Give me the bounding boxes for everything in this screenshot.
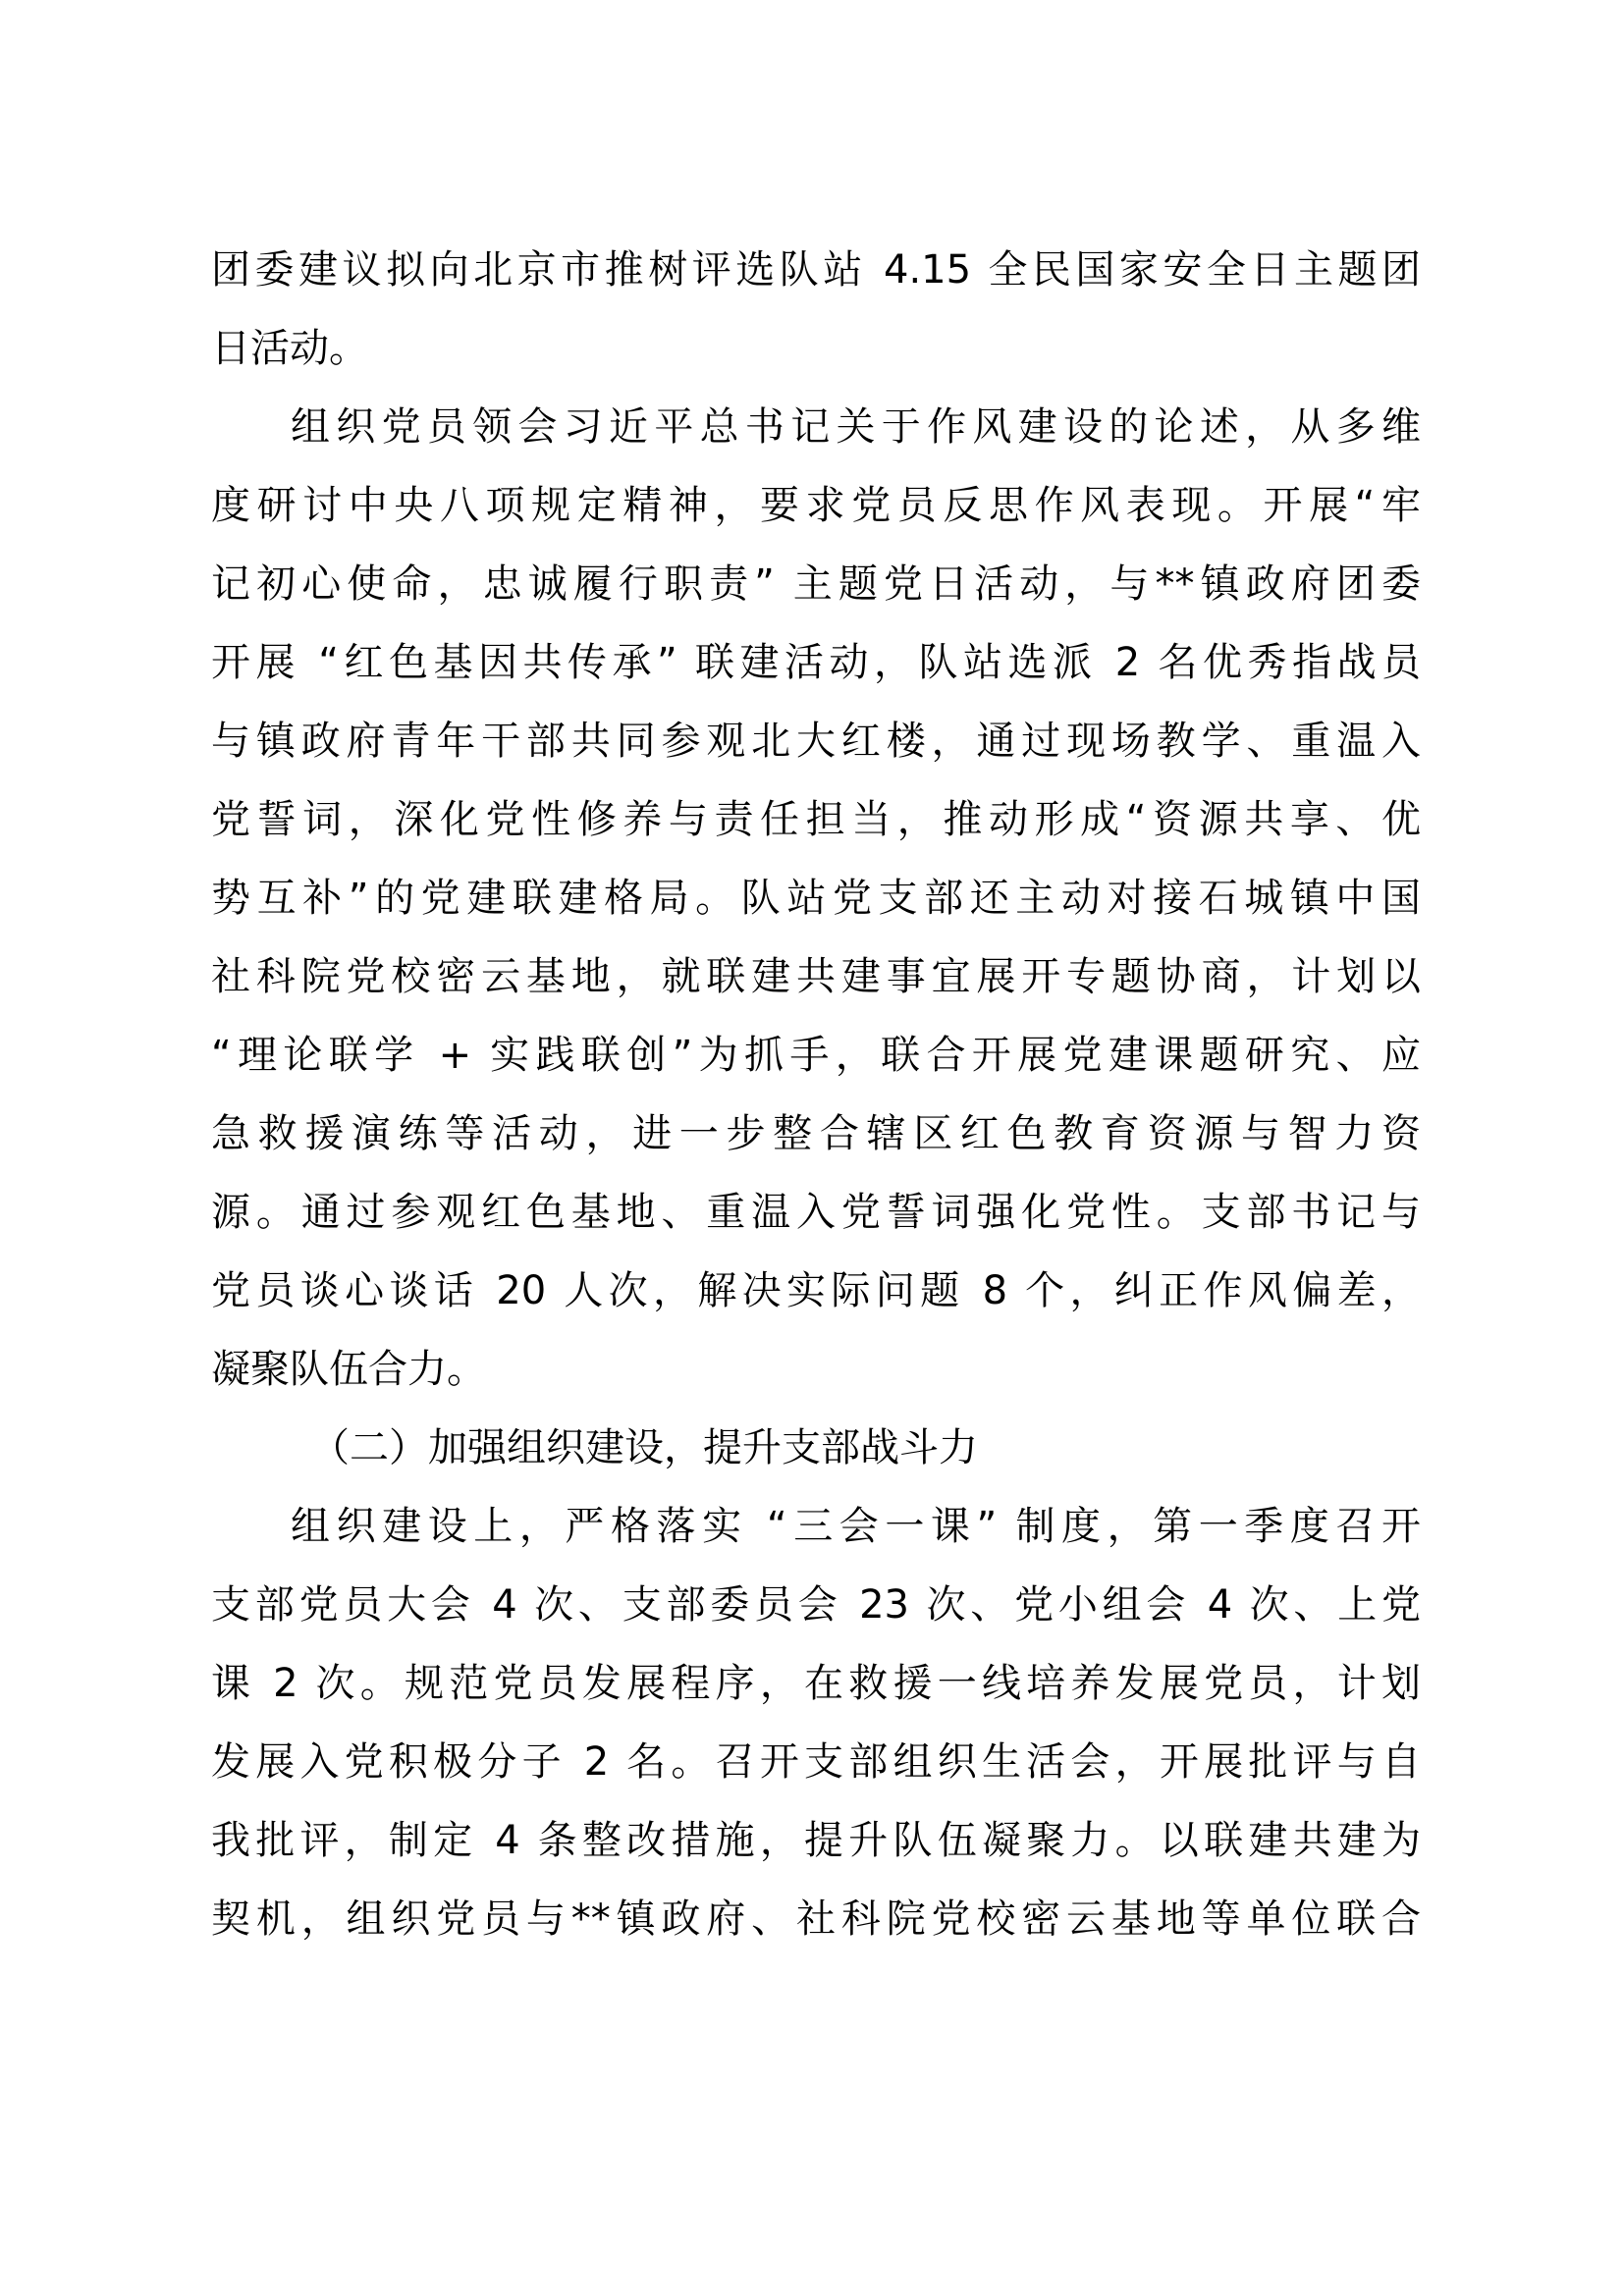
paragraph-line: “理论联学 + 实践联创”为抓手，联合开展党建课题研究、应 (211, 1033, 1421, 1078)
paragraph-line: 势互补”的党建联建格局。队站党支部还主动对接石城镇中国 (211, 876, 1421, 921)
paragraph-line: 发展入党积极分子 2 名。召开支部组织生活会，开展批评与自 (211, 1739, 1421, 1785)
paragraph-line: 急救援演练等活动，进一步整合辖区红色教育资源与智力资 (211, 1111, 1421, 1156)
paragraph-line: 与镇政府青年干部共同参观北大红楼，通过现场教学、重温入 (211, 719, 1421, 764)
paragraph-line: 度研讨中央八项规定精神，要求党员反思作风表现。开展“牢 (211, 483, 1421, 528)
paragraph-line: 契机，组织党员与**镇政府、社科院党校密云基地等单位联合 (211, 1896, 1421, 1942)
paragraph-line: 社科院党校密云基地，就联建共建事宜展开专题协商，计划以 (211, 954, 1421, 999)
paragraph-line: 课 2 次。规范党员发展程序，在救援一线培养发展党员，计划 (211, 1661, 1421, 1706)
paragraph-line: 记初心使命，忠诚履行职责” 主题党日活动，与**镇政府团委 (211, 561, 1421, 607)
paragraph-line: 开展 “红色基因共传承” 联建活动，队站选派 2 名优秀指战员 (211, 640, 1421, 685)
section-heading: （二）加强组织建设，提升支部战斗力 (310, 1425, 978, 1470)
paragraph-line: 组织建设上，严格落实 “三会一课” 制度，第一季度召开 (291, 1504, 1421, 1549)
paragraph-line: 党誓词，深化党性修养与责任担当，推动形成“资源共享、优 (211, 797, 1421, 842)
paragraph-line: 凝聚队伍合力。 (211, 1347, 486, 1392)
paragraph-line: 党员谈心谈话 20 人次，解决实际问题 8 个，纠正作风偏差， (211, 1268, 1421, 1313)
paragraph-line: 日活动。 (211, 326, 368, 371)
paragraph-line: 组织党员领会习近平总书记关于作风建设的论述，从多维 (291, 404, 1421, 450)
paragraph-line: 源。通过参观红色基地、重温入党誓词强化党性。支部书记与 (211, 1190, 1421, 1235)
paragraph-line: 支部党员大会 4 次、支部委员会 23 次、党小组会 4 次、上党 (211, 1582, 1421, 1628)
paragraph-line: 团委建议拟向北京市推树评选队站 4.15 全民国家安全日主题团 (211, 247, 1421, 293)
paragraph-line: 我批评，制定 4 条整改措施，提升队伍凝聚力。以联建共建为 (211, 1818, 1421, 1863)
